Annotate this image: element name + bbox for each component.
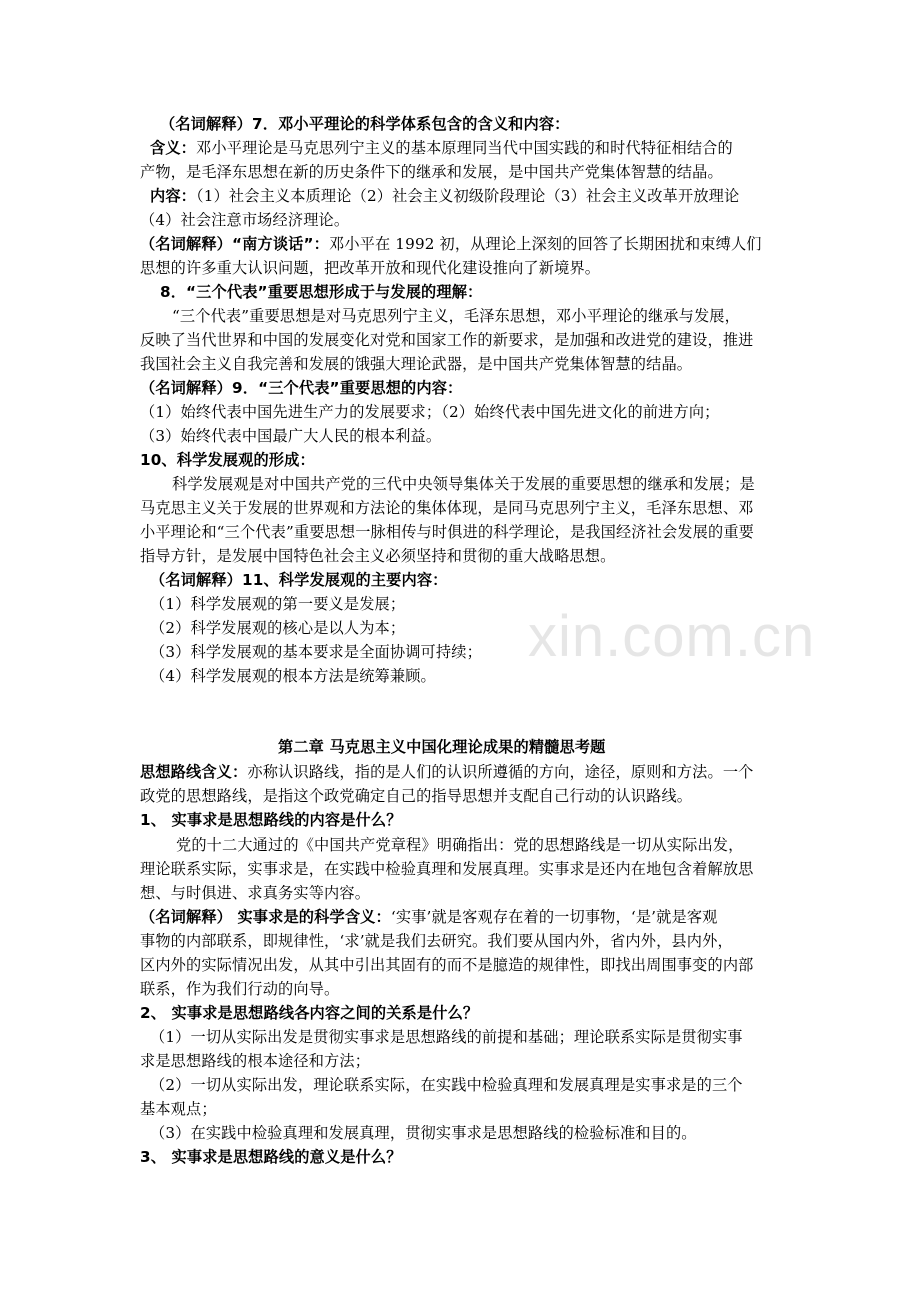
text-line bbox=[140, 544, 615, 568]
text-line bbox=[140, 520, 754, 544]
text-line bbox=[140, 328, 754, 352]
body-text: 基本观点； bbox=[140, 1100, 217, 1118]
bold-heading: 10、科学发展观的形成： bbox=[140, 451, 315, 469]
body-text: 马克思主义关于发展的世界观和方法论的集体体现，是同马克思列宁主义，毛泽东思想、邓 bbox=[140, 499, 754, 517]
bold-heading: 1、 实事求是思想路线的内容是什么？ bbox=[140, 811, 402, 829]
body-text: （2）科学发展观的核心是以人为本； bbox=[150, 619, 406, 637]
text-line bbox=[140, 784, 692, 808]
text-line bbox=[140, 808, 402, 832]
bold-heading: （名词解释）9．“三个代表”重要思想的内容： bbox=[140, 379, 463, 397]
body-text: 联系，作为我们行动的向导。 bbox=[140, 980, 340, 998]
body-text: 产物，是毛泽东思想在新的历史条件下的继承和发展，是中国共产党集体智慧的结晶。 bbox=[140, 163, 723, 181]
body-text: 事物的内部联系，即规律性，‘求’就是我们去研究。我们要从国内外，省内外，县内外， bbox=[140, 932, 733, 950]
body-text: 反映了当代世界和中国的发展变化对党和国家工作的新要求，是加强和改进党的建设，推进 bbox=[140, 331, 754, 349]
text-line bbox=[140, 1097, 217, 1121]
text-line bbox=[172, 304, 740, 328]
text-line bbox=[140, 496, 754, 520]
text-line bbox=[176, 833, 744, 857]
bold-heading: （名词解释）7．邓小平理论的科学体系包含的含义和内容： bbox=[160, 115, 570, 133]
text-line bbox=[140, 760, 754, 784]
bold-heading: （名词解释）“南方谈话”： bbox=[140, 235, 329, 253]
text-line bbox=[150, 1073, 743, 1097]
text-line bbox=[140, 953, 754, 977]
watermark: xin.com.cn bbox=[528, 604, 816, 669]
text-line bbox=[150, 592, 405, 616]
body-text: （3）科学发展观的基本要求是全面协调可持续； bbox=[150, 643, 482, 661]
text-line bbox=[140, 160, 723, 184]
bold-heading: 含义： bbox=[150, 139, 197, 157]
body-text: 邓小平在 1992 初，从理论上深刻的回答了长期困扰和束缚人们 bbox=[328, 235, 762, 253]
body-text: （4）社会注意市场经济理论。 bbox=[140, 211, 350, 229]
bold-heading: 第二章 马克思主义中国化理论成果的精髓思考题 bbox=[278, 738, 606, 756]
body-text: 科学发展观是对中国共产党的三代中央领导集体关于发展的重要思想的继承和发展；是 bbox=[172, 475, 755, 493]
text-line bbox=[140, 256, 600, 280]
bold-heading: 8．“三个代表”重要思想形成于与发展的理解： bbox=[160, 283, 483, 301]
text-line bbox=[140, 232, 762, 256]
text-line bbox=[140, 929, 733, 953]
text-line bbox=[140, 400, 720, 424]
text-line bbox=[150, 1025, 743, 1049]
text-line bbox=[140, 881, 370, 905]
body-text: 想、与时俱进、求真务实等内容。 bbox=[140, 884, 371, 902]
text-line bbox=[140, 1001, 478, 1025]
body-text: （3）在实践中检验真理和发展真理，贯彻实事求是思想路线的检验标准和目的。 bbox=[150, 1124, 697, 1142]
body-text: （4）科学发展观的根本方法是统筹兼顾。 bbox=[150, 667, 436, 685]
text-line bbox=[140, 1049, 370, 1073]
text-line bbox=[160, 112, 570, 136]
body-text: 小平理论和“三个代表”重要思想一脉相传与时俱进的科学理论，是我国经济社会发展的重要 bbox=[140, 523, 754, 541]
text-line bbox=[150, 568, 448, 592]
text-line bbox=[150, 664, 436, 688]
text-line bbox=[140, 977, 339, 1001]
text-line bbox=[140, 208, 349, 232]
body-text: （1）社会主义本质理论（2）社会主义初级阶段理论（3）社会主义改革开放理论 bbox=[196, 187, 740, 205]
body-text: 求是思想路线的根本途径和方法； bbox=[140, 1052, 371, 1070]
bold-heading: （名词解释） 实事求是的科学含义： bbox=[140, 908, 391, 926]
text-line bbox=[150, 1121, 697, 1145]
body-text: “三个代表”重要思想是对马克思列宁主义，毛泽东思想，邓小平理论的继承与发展， bbox=[172, 307, 740, 325]
body-text: 亦称认识路线，指的是人们的认识所遵循的方向，途径，原则和方法。一个 bbox=[247, 763, 754, 781]
body-text: 邓小平理论是马克思列宁主义的基本原理同当代中国实践的和时代特征相结合的 bbox=[196, 139, 733, 157]
body-text: 党的十二大通过的《中国共产党章程》明确指出：党的思想路线是一切从实际出发， bbox=[176, 836, 744, 854]
body-text: 理论联系实际，实事求是，在实践中检验真理和发展真理。实事求是还内在地包含着解放思 bbox=[140, 860, 754, 878]
body-text: 思想的许多重大认识问题，把改革开放和现代化建设推向了新境界。 bbox=[140, 259, 601, 277]
text-line bbox=[140, 352, 692, 376]
text-line bbox=[150, 136, 733, 160]
body-text: （2）一切从实际出发，理论联系实际，在实践中检验真理和发展真理是实事求是的三个 bbox=[150, 1076, 743, 1094]
bold-heading: 3、 实事求是思想路线的意义是什么？ bbox=[140, 1148, 402, 1166]
text-line bbox=[140, 448, 315, 472]
bold-heading: 思想路线含义： bbox=[140, 763, 248, 781]
bold-heading: 内容： bbox=[150, 187, 197, 205]
bold-heading: （名词解释）11、科学发展观的主要内容： bbox=[150, 571, 448, 589]
body-text: （1）始终代表中国先进生产力的发展要求；（2）始终代表中国先进文化的前进方向； bbox=[140, 403, 720, 421]
body-text: ‘实事’就是客观存在着的一切事物，‘是’就是客观 bbox=[390, 908, 718, 926]
text-line bbox=[172, 472, 755, 496]
body-text: （1）一切从实际出发是贯彻实事求是思想路线的前提和基础；理论联系实际是贯彻实事 bbox=[150, 1028, 743, 1046]
text-line bbox=[150, 640, 482, 664]
body-text: 政党的思想路线，是指这个政党确定自己的指导思想并支配自己行动的认识路线。 bbox=[140, 787, 693, 805]
body-text: 我国社会主义自我完善和发展的饿强大理论武器，是中国共产党集体智慧的结晶。 bbox=[140, 355, 693, 373]
body-text: 指导方针，是发展中国特色社会主义必须坚持和贯彻的重大战略思想。 bbox=[140, 547, 616, 565]
body-text: （3）始终代表中国最广大人民的根本利益。 bbox=[140, 427, 442, 445]
text-line bbox=[160, 280, 482, 304]
text-line bbox=[140, 1145, 402, 1169]
body-text: （1）科学发展观的第一要义是发展； bbox=[150, 595, 406, 613]
text-line bbox=[150, 184, 739, 208]
text-line bbox=[140, 857, 754, 881]
text-line bbox=[150, 616, 405, 640]
bold-heading: 2、 实事求是思想路线各内容之间的关系是什么？ bbox=[140, 1004, 479, 1022]
text-line bbox=[140, 905, 718, 929]
text-line bbox=[140, 376, 462, 400]
body-text: 区内外的实际情况出发，从其中引出其固有的而不是臆造的规律性，即找出周围事变的内部 bbox=[140, 956, 754, 974]
text-line bbox=[140, 424, 441, 448]
chapter-title bbox=[278, 735, 606, 759]
